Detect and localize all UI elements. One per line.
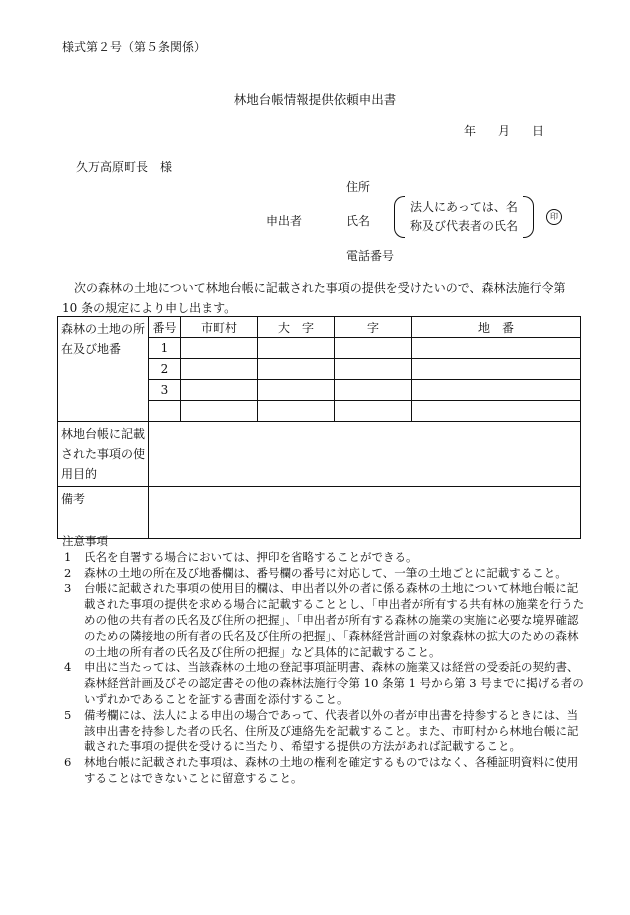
note-number: 6 (64, 755, 72, 770)
seal-mark-icon: 印 (546, 209, 562, 225)
name-note-line2: 称及び代表者の氏名 (409, 219, 518, 233)
row-number: 3 (149, 380, 181, 401)
cell-aza[interactable] (335, 359, 412, 380)
table-row (58, 487, 581, 539)
remarks-field[interactable] (149, 487, 581, 539)
cell-aza[interactable] (335, 380, 412, 401)
row-number: 1 (149, 338, 181, 359)
cell-oaza[interactable] (258, 359, 335, 380)
addressee: 久万高原町長 様 (76, 160, 173, 174)
location-label: 森林の土地の所在及び地番 (58, 317, 149, 422)
remarks-label: 備考 (58, 487, 149, 539)
request-table (57, 316, 581, 539)
purpose-field[interactable] (149, 422, 581, 487)
intro-text: 次の森林の土地について林地台帳に記載された事項の提供を受けたいので、森林法施行令第 10 条の規定により申し出ます。 (62, 281, 566, 315)
purpose-label: 林地台帳に記載された事項の使用目的 (58, 422, 149, 487)
date-year: 年 (464, 124, 477, 138)
page-title: 林地台帳情報提供依頼申出書 (233, 92, 397, 107)
notes-heading: 注意事項 (62, 534, 108, 548)
note-text: 台帳に記載された事項の使用目的欄は、申出者以外の者に係る森林の土地について林地台帳に記載された事項の提供を求める場合に記載することとし、「申出者が所有する共有林の施業を行うための他の共有者の氏名及び住所の把握」、「申出者が所有する森林の施業の実施に必要な境界確認のための隣接地の所有者の氏名及び住所の把握」、「森林経営計画の対象森林の拡大のための森林の土地の所有者の氏名及び住所の把握」など具体的に記載すること。 (84, 581, 585, 659)
cell-lot[interactable] (412, 359, 581, 380)
note-number: 1 (64, 549, 72, 564)
row-number: 2 (149, 359, 181, 380)
date-line (464, 122, 544, 139)
row-number (149, 401, 181, 422)
applicant-label: 申出者 (266, 214, 303, 228)
cell-oaza[interactable] (258, 338, 335, 359)
list-item (62, 660, 587, 707)
header-municipality: 市町村 (181, 317, 258, 338)
cell-aza[interactable] (335, 338, 412, 359)
list-item (62, 550, 587, 566)
note-text: 森林の土地の所在及び地番欄は、番号欄の番号に対応して、一筆の土地ごとに記載すること。 (84, 565, 567, 580)
note-number: 3 (64, 581, 72, 596)
list-item (62, 708, 587, 755)
phone-label: 電話番号 (346, 249, 395, 263)
cell-oaza[interactable] (258, 401, 335, 422)
date-day: 日 (532, 124, 545, 138)
cell-lot[interactable] (412, 338, 581, 359)
list-item (62, 566, 587, 582)
note-text: 申出に当たっては、当該森林の土地の登記事項証明書、森林の施業又は経営の受委託の契約書、森林経営計画及びその認定書その他の森林法施行令第 10 条第 1 号から第 3 号までに掲げる者のいずれかであることを証する書面を添付すること。 (84, 660, 584, 706)
address-label: 住所 (346, 180, 371, 194)
notes-section (62, 534, 587, 787)
form-number: 様式第２号（第５条関係） (62, 40, 207, 54)
note-number: 5 (64, 707, 72, 722)
table-row (58, 422, 581, 487)
cell-municipality[interactable] (181, 359, 258, 380)
header-oaza: 大 字 (258, 317, 335, 338)
note-number: 2 (64, 565, 72, 580)
note-number: 4 (64, 660, 72, 675)
list-item (62, 581, 587, 660)
note-text: 林地台帳に記載された事項は、森林の土地の権利を確定するものではなく、各種証明資料に使用することはできないことに留意すること。 (84, 755, 579, 785)
date-month: 月 (498, 124, 511, 138)
name-note-line1: 法人にあっては、名 (410, 200, 518, 214)
header-number: 番号 (149, 317, 181, 338)
header-aza: 字 (335, 317, 412, 338)
name-note-bracket (394, 196, 534, 238)
cell-oaza[interactable] (258, 380, 335, 401)
cell-lot[interactable] (412, 380, 581, 401)
list-item (62, 755, 587, 787)
name-label: 氏名 (346, 214, 371, 228)
note-text: 氏名を自署する場合においては、押印を省略することができる。 (84, 549, 418, 564)
header-lot-number: 地 番 (412, 317, 581, 338)
cell-municipality[interactable] (181, 401, 258, 422)
cell-lot[interactable] (412, 401, 581, 422)
cell-municipality[interactable] (181, 380, 258, 401)
table-row (58, 317, 581, 338)
cell-aza[interactable] (335, 401, 412, 422)
cell-municipality[interactable] (181, 338, 258, 359)
note-text: 備考欄には、法人による申出の場合であって、代表者以外の者が申出書を持参するときには、当該申出書を持参した者の氏名、住所及び連絡先を記載すること。また、市町村から林地台帳に記載された事項の提供を受けるに当たり、希望する提供の方法があれば記載すること。 (84, 707, 579, 754)
